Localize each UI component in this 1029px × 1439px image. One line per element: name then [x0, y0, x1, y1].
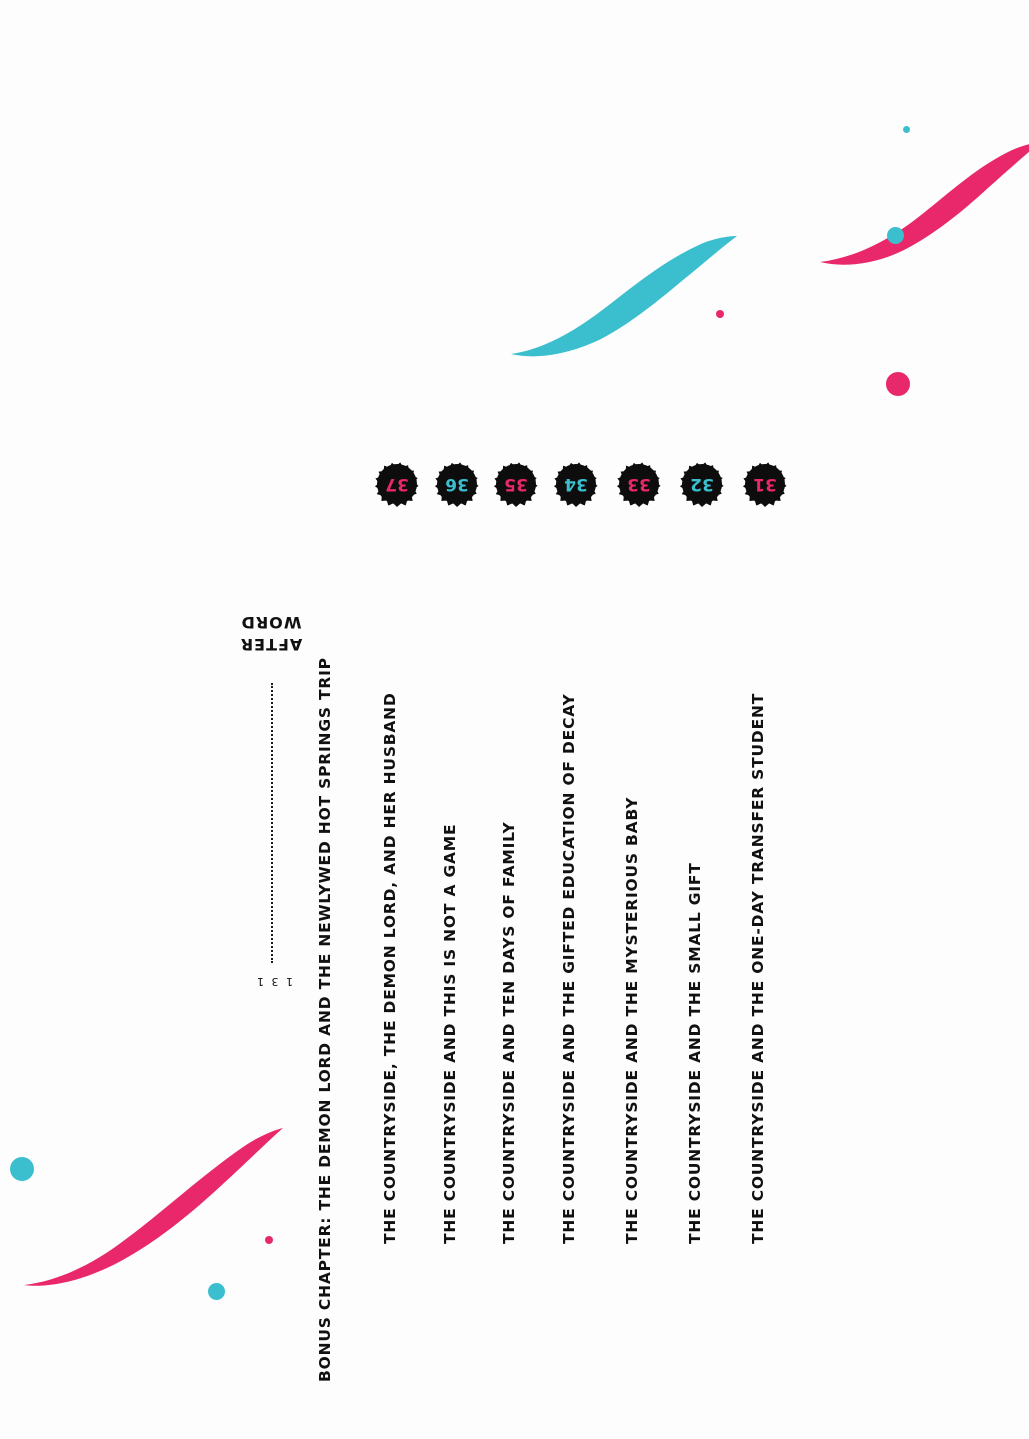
chapter-badge-33: [619, 464, 659, 504]
toc-entry-36[interactable]: [443, 524, 459, 1244]
afterword-page-number-text: 1 3 1: [255, 975, 293, 988]
toc-entry-afterword[interactable]: [226, 612, 316, 655]
chapter-badge-31: [745, 464, 785, 504]
toc-entry-32-title: THE COUNTRYSIDE AND THE SMALL GIFT: [686, 862, 704, 1244]
afterword-label-line2: WORD: [240, 613, 302, 633]
toc-entry-37[interactable]: [383, 524, 399, 1244]
chapter-number-36: 36: [445, 474, 469, 495]
chapter-number-34: 34: [564, 474, 588, 495]
toc-entry-37-title: THE COUNTRYSIDE, THE DEMON LORD, AND HER HUSBAND: [381, 692, 399, 1244]
toc-entry-36-title: THE COUNTRYSIDE AND THIS IS NOT A GAME: [441, 823, 459, 1244]
toc-entry-33-title: THE COUNTRYSIDE AND THE MYSTERIOUS BABY: [623, 796, 641, 1244]
chapter-badge-36: [437, 464, 477, 504]
chapter-badge-35: [496, 464, 536, 504]
toc-entry-33[interactable]: [625, 524, 641, 1244]
chapter-number-37: 37: [385, 474, 409, 495]
toc-entry-31-title: THE COUNTRYSIDE AND THE ONE-DAY TRANSFER STUDENT: [749, 692, 767, 1244]
toc-entry-32[interactable]: [688, 524, 704, 1244]
toc-entry-bonus-chapter[interactable]: [318, 482, 334, 1382]
chapter-number-35: 35: [504, 474, 528, 495]
toc-entry-31[interactable]: [751, 524, 767, 1244]
toc-entry-35[interactable]: [502, 524, 518, 1244]
chapter-number-32: 32: [690, 474, 714, 495]
toc-entry-34[interactable]: [562, 524, 578, 1244]
chapter-badge-34: [556, 464, 596, 504]
toc-entry-35-title: THE COUNTRYSIDE AND TEN DAYS OF FAMILY: [500, 821, 518, 1244]
afterword-page-number: [255, 975, 293, 988]
chapter-badge-32: [682, 464, 722, 504]
toc-entry-bonus-chapter-title: BONUS CHAPTER: THE DEMON LORD AND THE NEWLYWED HOT SPRINGS TRIP: [316, 657, 334, 1382]
chapter-badge-37: [377, 464, 417, 504]
afterword-dotted-leader: [271, 683, 273, 963]
chapter-number-33: 33: [627, 474, 651, 495]
chapter-number-31: 31: [753, 474, 777, 495]
toc-entry-34-title: THE COUNTRYSIDE AND THE GIFTED EDUCATION OF DECAY: [560, 693, 578, 1244]
afterword-label-line1: AFTER: [239, 635, 303, 655]
